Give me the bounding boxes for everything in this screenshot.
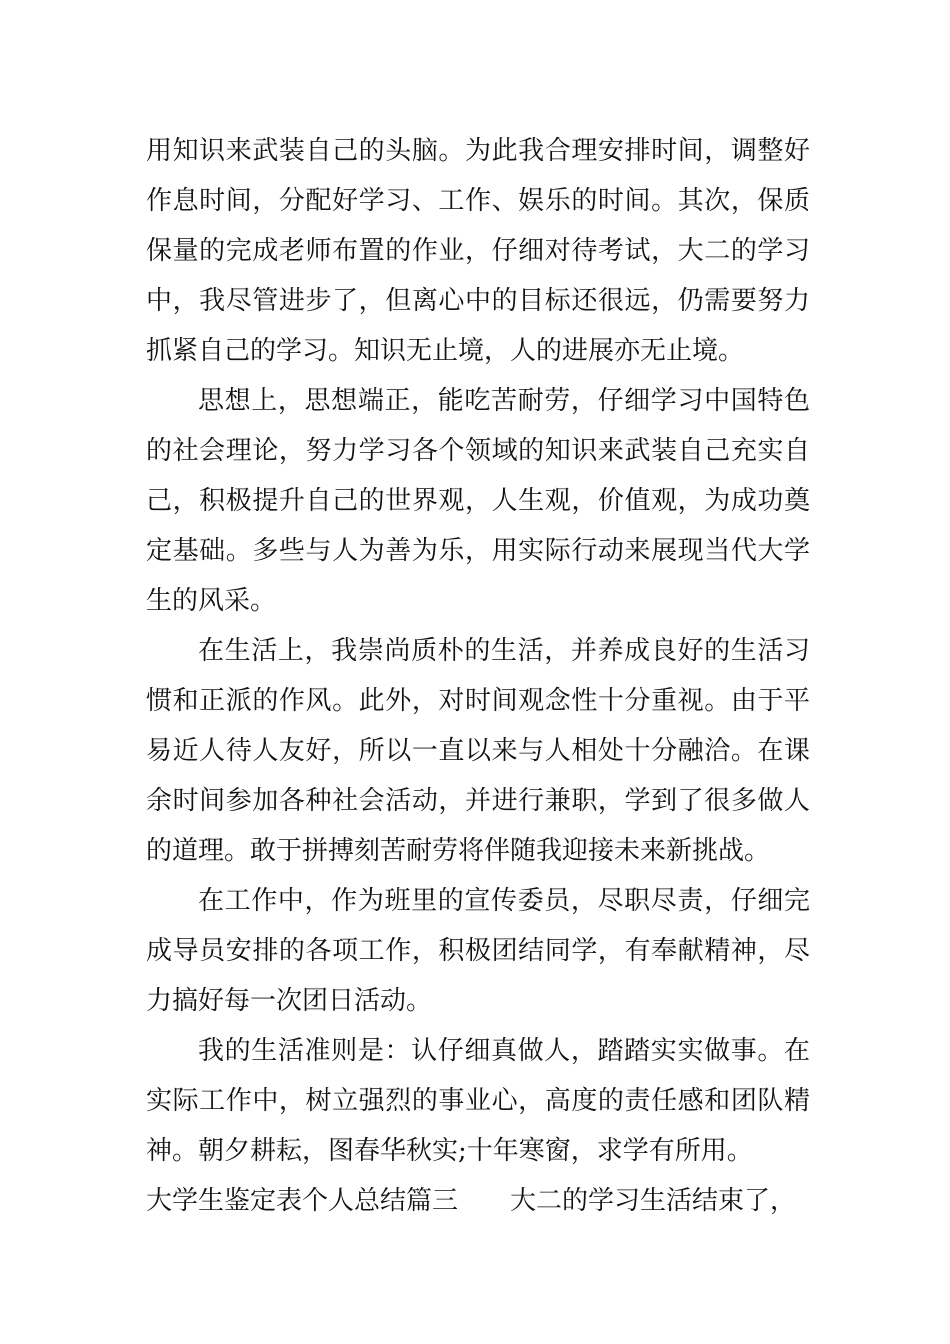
paragraph — [146, 1026, 810, 1176]
text-line: 神。朝夕耕耘，图春华秋实;十年寒窗，求学有所用。 — [146, 1136, 753, 1166]
paragraph — [146, 376, 810, 626]
text-line: 的道理。敢于拼搏刻苦耐劳将伴随我迎接未来新挑战。 — [146, 836, 771, 866]
section-first-text: 大二的学习生活结束了， — [510, 1186, 797, 1216]
text-line: 思想上，思想端正，能吃苦耐劳，仔细学习中国特色 — [198, 386, 810, 416]
text-line: 易近人待人友好，所以一直以来与人相处十分融洽。在课 — [146, 736, 810, 766]
text-line: 在工作中，作为班里的宣传委员，尽职尽责，仔细完 — [198, 886, 810, 916]
text-line: 定基础。多些与人为善为乐，用实际行动来展现当代大学 — [146, 536, 810, 566]
body-text — [146, 126, 810, 1226]
text-line: 生的风采。 — [146, 586, 277, 616]
text-line: 用知识来武装自己的头脑。为此我合理安排时间，调整好 — [146, 136, 810, 166]
text-line: 惯和正派的作风。此外，对时间观念性十分重视。由于平 — [146, 686, 810, 716]
text-line: 抓紧自己的学习。知识无止境，人的进展亦无止境。 — [146, 336, 745, 366]
text-line: 成导员安排的各项工作，积极团结同学，有奉献精神，尽 — [146, 936, 810, 966]
text-line: 实际工作中，树立强烈的事业心，高度的责任感和团队精 — [146, 1086, 810, 1116]
text-line: 保量的完成老师布置的作业，仔细对待考试，大二的学习 — [146, 236, 810, 266]
paragraph — [146, 876, 810, 1026]
text-line: 中，我尽管进步了，但离心中的目标还很远，仍需要努力 — [146, 286, 810, 316]
paragraph — [146, 126, 810, 376]
text-line: 的社会理论，努力学习各个领域的知识来武装自己充实自 — [146, 436, 810, 466]
section-heading-line — [146, 1176, 810, 1226]
text-line: 作息时间，分配好学习、工作、娱乐的时间。其次，保质 — [146, 186, 810, 216]
text-line: 在生活上，我崇尚质朴的生活，并养成良好的生活习 — [198, 636, 810, 666]
paragraph — [146, 626, 810, 876]
section-heading: 大学生鉴定表个人总结篇三 — [146, 1186, 459, 1216]
text-line: 力搞好每一次团日活动。 — [146, 986, 433, 1016]
text-line: 己，积极提升自己的世界观，人生观，价值观，为成功奠 — [146, 486, 810, 516]
text-line: 我的生活准则是：认仔细真做人，踏踏实实做事。在 — [198, 1036, 810, 1066]
text-line: 余时间参加各种社会活动，并进行兼职，学到了很多做人 — [146, 786, 810, 816]
